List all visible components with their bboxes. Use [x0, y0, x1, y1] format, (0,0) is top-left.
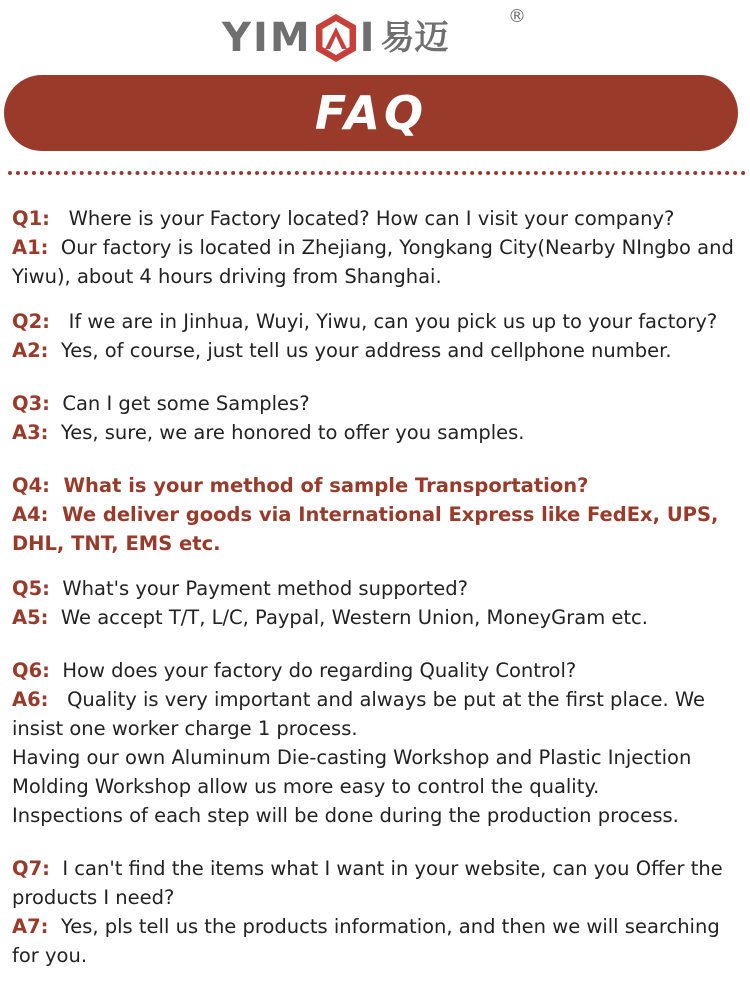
- question-tag: Q2:: [12, 310, 50, 333]
- faq-list: [12, 204, 742, 987]
- answer: [12, 685, 742, 743]
- answer-text: We deliver goods via International Express like FedEx, UPS, DHL, TNT, EMS etc.: [12, 503, 719, 555]
- question: [12, 574, 742, 603]
- answer-text: Quality is very important and always be put at the first place. We insist one worker charge 1 process.: [12, 688, 706, 740]
- answer-paragraph: Inspections of each step will be done during the production process.: [12, 804, 679, 827]
- faq-item: [12, 307, 742, 365]
- question: [12, 471, 742, 500]
- question-tag: Q1:: [12, 207, 50, 230]
- question: [12, 389, 742, 418]
- question: [12, 656, 742, 685]
- question-text: Where is your Factory located? How can I visit your company?: [68, 207, 675, 230]
- dotted-divider: [8, 171, 746, 175]
- question-text: Can I get some Samples?: [62, 392, 310, 415]
- faq-item: [12, 389, 742, 447]
- answer-tag: A1:: [12, 236, 49, 259]
- answer: [12, 603, 742, 632]
- header: [0, 0, 750, 75]
- answer-tag: A5:: [12, 606, 49, 629]
- logo-text-right: I: [359, 15, 377, 61]
- brand-logo: [222, 6, 449, 70]
- question-tag: Q6:: [12, 659, 50, 682]
- answer: [12, 418, 742, 447]
- logo-text-left: YIM: [222, 15, 312, 61]
- logo-chinese-text: 易迈: [380, 18, 449, 58]
- question-text: I can't find the items what I want in your website, can you Offer the products I need?: [12, 857, 723, 909]
- question-tag: Q7:: [12, 857, 50, 880]
- answer: [12, 233, 742, 291]
- answer-text: Yes, pls tell us the products information, and then we will searching for you.: [12, 915, 720, 967]
- answer-text: Yes, sure, we are honored to offer you samples.: [60, 421, 525, 444]
- answer-text: We accept T/T, L/C, Paypal, Western Union, MoneyGram etc.: [60, 606, 648, 629]
- question-tag: Q3:: [12, 392, 50, 415]
- question-text: What is your method of sample Transportation?: [63, 474, 589, 497]
- answer-tag: A4:: [12, 503, 49, 526]
- faq-item: [12, 204, 742, 291]
- answer-paragraph: Having our own Aluminum Die-casting Workshop and Plastic Injection Molding Workshop allow us more easy to control the quality.: [12, 746, 692, 798]
- answer: [12, 500, 742, 558]
- faq-title: FAQ: [314, 86, 428, 140]
- answer: [12, 912, 742, 970]
- question-text: What's your Payment method supported?: [62, 577, 469, 600]
- answer-tag: A2:: [12, 339, 49, 362]
- question: [12, 854, 742, 912]
- question: [12, 204, 742, 233]
- question-text: If we are in Jinhua, Wuyi, Yiwu, can you pick us up to your factory?: [68, 310, 718, 333]
- answer-tag: A3:: [12, 421, 49, 444]
- faq-item-highlighted: [12, 471, 742, 558]
- faq-item: [12, 854, 742, 970]
- faq-banner: [4, 75, 738, 151]
- faq-item: [12, 574, 742, 632]
- answer: [12, 336, 742, 365]
- answer-tag: A7:: [12, 915, 49, 938]
- answer-text: Yes, of course, just tell us your address and cellphone number.: [60, 339, 672, 362]
- registered-mark: ®: [508, 6, 526, 27]
- logo-hexagon-icon: [314, 12, 358, 64]
- question-text: How does your factory do regarding Quality Control?: [62, 659, 577, 682]
- answer-text: Our factory is located in Zhejiang, Yongkang City(Nearby NIngbo and Yiwu), about 4 hours driving from Shanghai.: [12, 236, 734, 288]
- faq-item: [12, 656, 742, 830]
- question-tag: Q5:: [12, 577, 50, 600]
- question-tag: Q4:: [12, 474, 50, 497]
- question: [12, 307, 742, 336]
- answer-tag: A6:: [12, 688, 49, 711]
